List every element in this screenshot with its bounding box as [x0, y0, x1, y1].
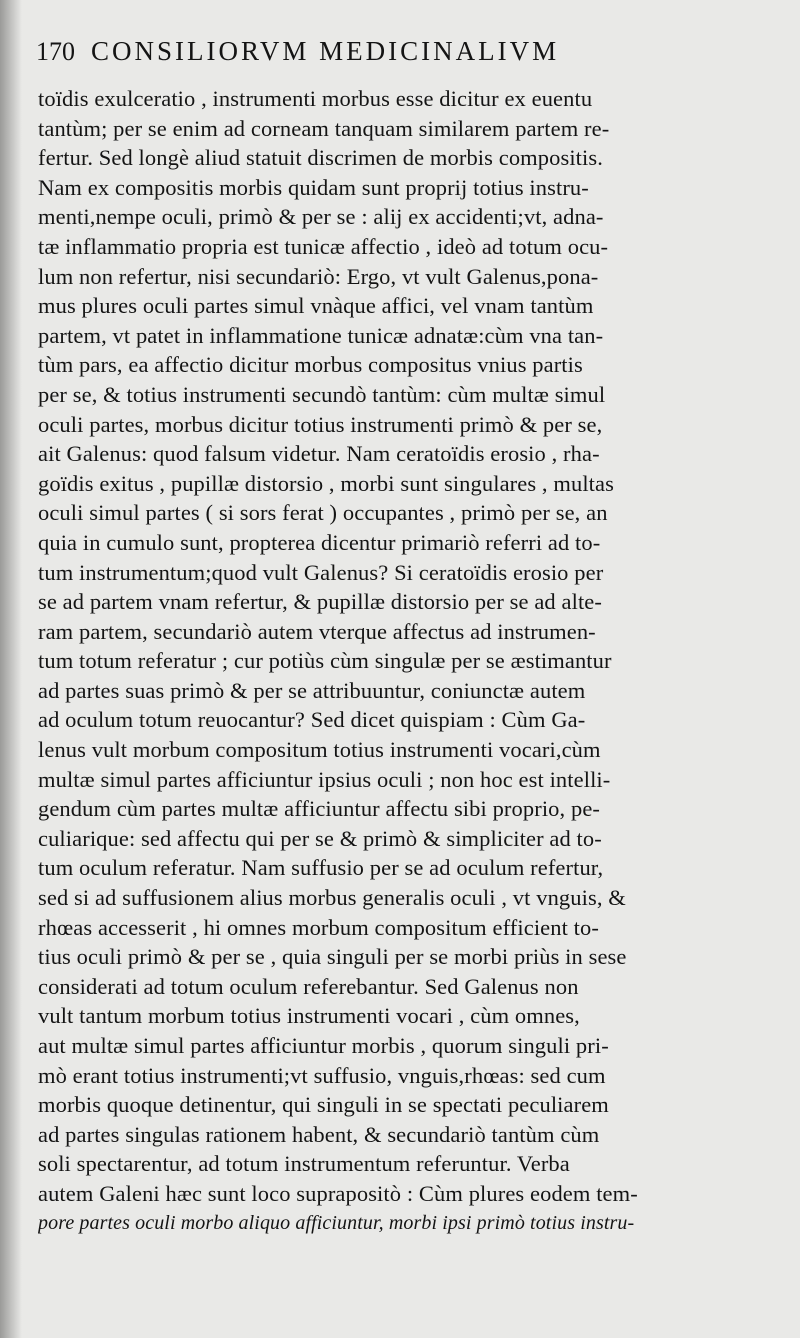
- text-line: lum non refertur, nisi secundariò: Ergo, vt vult Galenus,pona-: [38, 263, 599, 289]
- text-line: tum oculum referatur. Nam suffusio per se ad oculum refertur,: [38, 855, 604, 881]
- running-head: CONSILIORVM MEDICINALIVM: [91, 36, 560, 66]
- text-line: oculi partes, morbus dicitur totius instrumenti primò & per se,: [38, 411, 603, 437]
- text-line: tùm pars, ea affectio dicitur morbus compositus vnius partis: [38, 352, 583, 378]
- page-number: 170: [36, 37, 75, 66]
- text-line: toïdis exulceratio , instrumenti morbus esse dicitur ex euentu: [38, 86, 593, 111]
- text-line: ad oculum totum reuocantur? Sed dicet quispiam : Cùm Ga-: [38, 707, 586, 733]
- text-line: menti,nempe oculi, primò & per se : alij ex accidenti;vt, adna-: [38, 204, 604, 230]
- text-line: mus plures oculi partes simul vnàque affici, vel vnam tantùm: [38, 293, 594, 319]
- text-line: autem Galeni hæc sunt loco suprapositò : Cùm plures eodem tem-: [38, 1180, 638, 1206]
- text-line: ad partes suas primò & per se attribuuntur, coniunctæ autem: [38, 677, 586, 703]
- text-line: ait Galenus: quod falsum videtur. Nam ceratoïdis erosio , rha-: [38, 441, 600, 467]
- page-header: [36, 36, 776, 76]
- text-line: vult tantum morbum totius instrumenti vocari , cùm omnes,: [38, 1003, 580, 1029]
- text-line-italic: pore partes oculi morbo aliquo afficiuntur, morbi ipsi primò totius instru-: [38, 1211, 635, 1234]
- text-line: per se, & totius instrumenti secundò tantùm: cùm multæ simul: [38, 381, 606, 407]
- text-line: Nam ex compositis morbis quidam sunt proprij totius instru-: [38, 174, 589, 200]
- text-line: gendum cùm partes multæ afficiuntur affectu sibi proprio, pe-: [38, 796, 600, 822]
- text-line: aut multæ simul partes afficiuntur morbis , quorum singuli pri-: [38, 1033, 609, 1058]
- text-line: lenus vult morbum compositum totius instrumenti vocari,cùm: [38, 737, 601, 763]
- text-line: tæ inflammatio propria est tunicæ affectio , ideò ad totum ocu-: [38, 233, 609, 259]
- text-line: ad partes singulas rationem habent, & secundariò tantùm cùm: [38, 1121, 600, 1147]
- text-line: se ad partem vnam refertur, & pupillæ distorsio per se ad alte-: [38, 589, 602, 615]
- text-line: tum instrumentum;quod vult Galenus? Si ceratoïdis erosio per: [38, 559, 604, 585]
- text-line: morbis quoque detinentur, qui singuli in se spectati peculiarem: [38, 1092, 609, 1118]
- text-line: multæ simul partes afficiuntur ipsius oculi ; non hoc est intelli-: [38, 766, 611, 792]
- body-text: [38, 84, 768, 1238]
- text-line: sed si ad suffusionem alius morbus generalis oculi , vt vnguis, &: [38, 885, 626, 911]
- text-line: mò erant totius instrumenti;vt suffusio, vnguis,rhœas: sed cum: [38, 1062, 606, 1088]
- text-line: soli spectarentur, ad totum instrumentum referuntur. Verba: [38, 1151, 570, 1177]
- text-line: ram partem, secundariò autem vterque affectus ad instrumen-: [38, 618, 596, 644]
- text-line: culiarique: sed affectu qui per se & primò & simpliciter ad to-: [38, 825, 602, 851]
- text-line: partem, vt patet in inflammatione tunicæ adnatæ:cùm vna tan-: [38, 322, 604, 348]
- text-line: rhœas accesserit , hi omnes morbum compositum efficient to-: [38, 914, 599, 940]
- text-line: tius oculi primò & per se , quia singuli per se morbi priùs in sese: [38, 944, 627, 970]
- text-line: oculi simul partes ( si sors ferat ) occupantes , primò per se, an: [38, 500, 608, 526]
- text-line: considerati ad totum oculum referebantur. Sed Galenus non: [38, 973, 579, 999]
- text-line: tantùm; per se enim ad corneam tanquam similarem partem re-: [38, 115, 610, 141]
- text-line: quia in cumulo sunt, propterea dicentur primariò referri ad to-: [38, 529, 601, 555]
- text-line: goïdis exitus , pupillæ distorsio , morbi sunt singulares , multas: [38, 470, 614, 496]
- text-line: tum totum referatur ; cur potiùs cùm singulæ per se æstimantur: [38, 648, 612, 674]
- text-line: fertur. Sed longè aliud statuit discrimen de morbis compositis.: [38, 145, 603, 171]
